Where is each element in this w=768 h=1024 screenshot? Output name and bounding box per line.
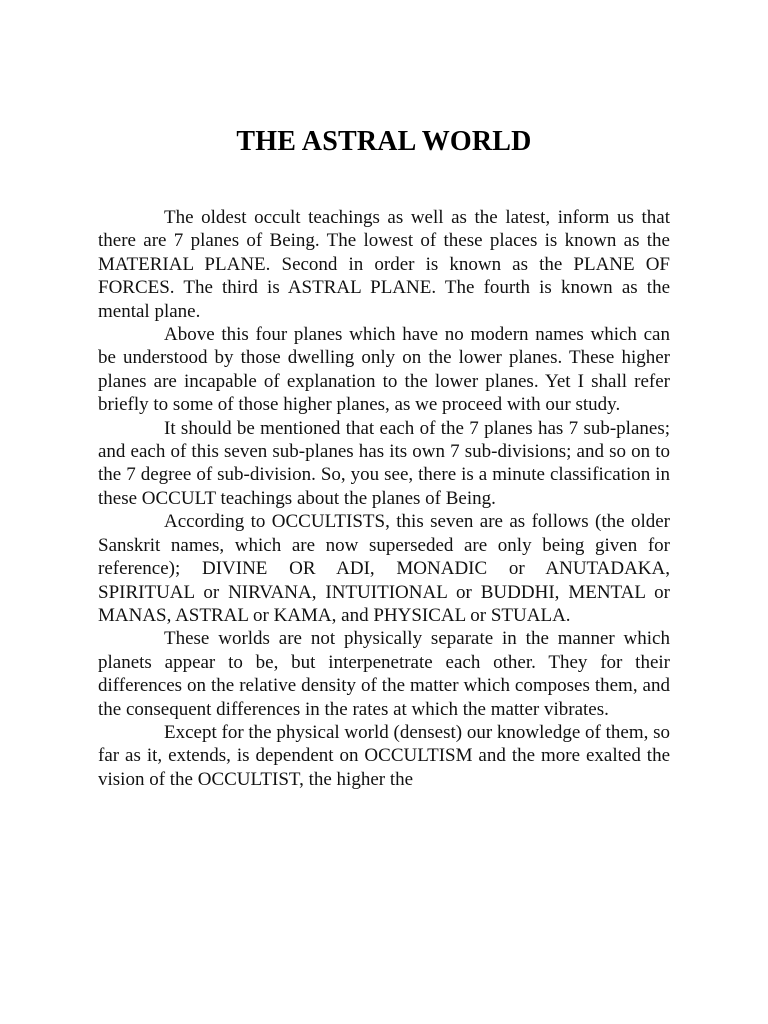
paragraph: These worlds are not physically separate in the manner which planets appear to be, but interpenetrate each other. They for their differences on the relative density of the matter which composes them, and the consequent differences in the rates at which the matter vibrates. — [98, 628, 670, 720]
paragraph: The oldest occult teachings as well as the latest, inform us that there are 7 planes of Being. The lowest of these places is known as the MATERIAL PLANE. Second in order is known as the PLANE OF FORCES. The third is ASTRAL PLANE. The fourth is known as the mental plane. — [98, 207, 670, 322]
paragraph: According to OCCULTISTS, this seven are as follows (the older Sanskrit names, which are now superseded are only being given for reference); DIVINE OR ADI, MONADIC or ANUTADAKA, SPIRITUAL or NIRVANA, INTUITIONAL or BUDDHI, MENTAL or MANAS, ASTRAL or KAMA, and PHYSICAL or STUALA. — [98, 511, 670, 626]
body-text — [98, 206, 670, 791]
paragraph: Except for the physical world (densest) our knowledge of them, so far as it, extends, is dependent on OCCULTISM and the more exalted the vision of the OCCULTIST, the higher the — [98, 721, 671, 790]
paragraph: Above this four planes which have no modern names which can be understood by those dwelling only on the lower planes. These higher planes are incapable of explanation to the lower planes. Yet I shall refer briefly to some of those higher planes, as we proceed with our study. — [98, 324, 670, 416]
paragraph: It should be mentioned that each of the 7 planes has 7 sub-planes; and each of this seven sub-planes has its own 7 sub-divisions; and so on to the 7 degree of sub-division. So, you see, there is a minute classification in these OCCULT teachings about the planes of Being. — [98, 417, 670, 509]
page-title: THE ASTRAL WORLD — [236, 126, 532, 157]
